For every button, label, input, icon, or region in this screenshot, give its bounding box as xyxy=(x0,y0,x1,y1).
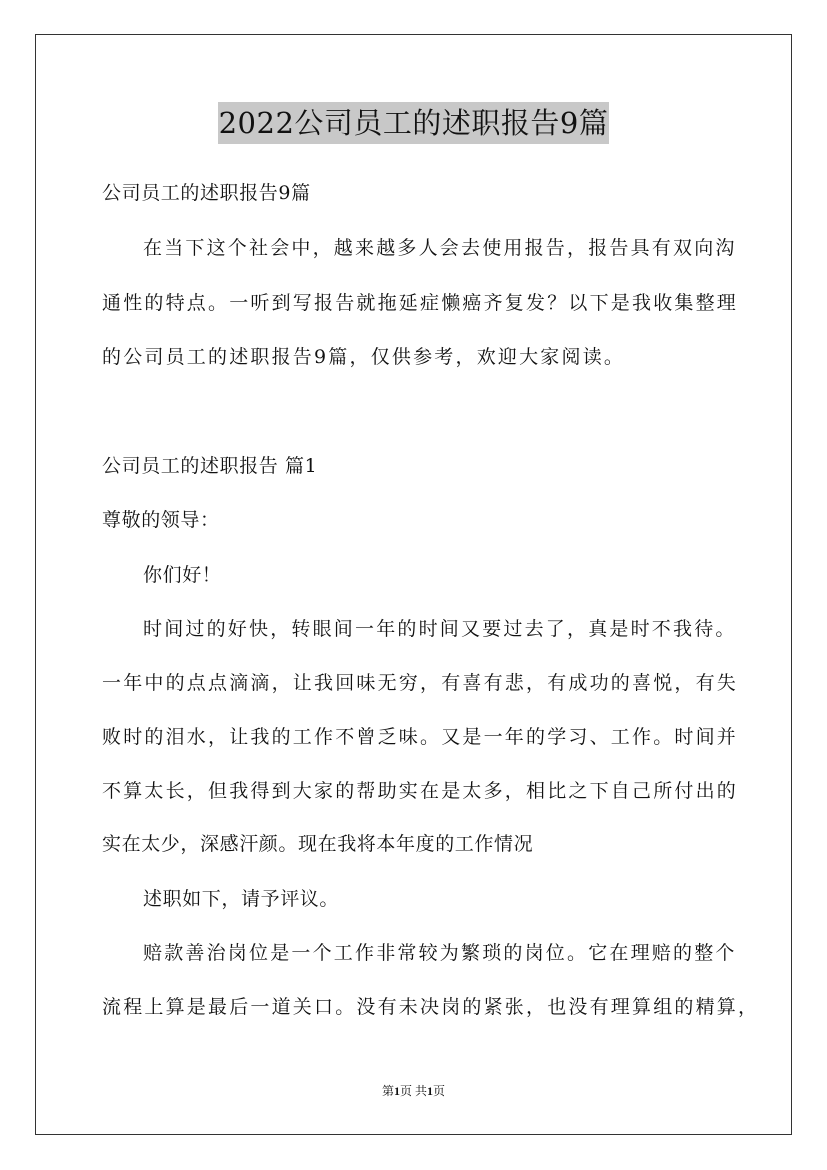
intro-line-1: 在当下这个社会中，越来越多人会去使用报告，报告具有双向沟 xyxy=(143,237,737,259)
intro-line-2: 通性的特点。一听到写报告就拖延症懒癌齐复发？以下是我收集整理 xyxy=(102,292,739,314)
body-line-8: 流程上算是最后一道关口。没有未决岗的紧张，也没有理算组的精算， xyxy=(102,996,760,1018)
footer-page-current: 1 xyxy=(393,1084,400,1098)
page-footer xyxy=(0,1083,827,1099)
document-title: 2022公司员工的述职报告9篇 xyxy=(218,102,610,144)
salutation: 尊敬的领导： xyxy=(102,509,220,531)
body-line-7: 赔款善治岗位是一个工作非常较为繁琐的岗位。它在理赔的整个 xyxy=(143,942,737,964)
body-line-1: 时间过的好快，转眼间一年的时间又要过去了，真是时不我待。 xyxy=(143,618,737,640)
footer-page-total: 1 xyxy=(427,1084,433,1098)
title-container xyxy=(0,102,827,144)
footer-suffix: 页 xyxy=(433,1084,446,1098)
body-line-2: 一年中的点点滴滴，让我回味无穷，有喜有悲，有成功的喜悦，有失 xyxy=(102,672,739,694)
document-subtitle: 公司员工的述职报告9篇 xyxy=(102,182,311,204)
footer-prefix: 第 xyxy=(381,1084,394,1098)
body-line-3: 败时的泪水，让我的工作不曾乏味。又是一年的学习、工作。时间并 xyxy=(102,726,739,748)
body-line-6: 述职如下，请予评议。 xyxy=(143,888,340,910)
footer-mid: 页 共 xyxy=(399,1084,427,1098)
body-line-4: 不算太长，但我得到大家的帮助实在是太多，相比之下自己所付出的 xyxy=(102,780,739,802)
intro-line-3: 的公司员工的述职报告9篇，仅供参考，欢迎大家阅读。 xyxy=(102,346,626,368)
greeting: 你们好！ xyxy=(143,564,222,586)
section-heading: 公司员工的述职报告 篇1 xyxy=(102,455,318,477)
body-line-5: 实在太少，深感汗颜。现在我将本年度的工作情况 xyxy=(102,833,534,855)
